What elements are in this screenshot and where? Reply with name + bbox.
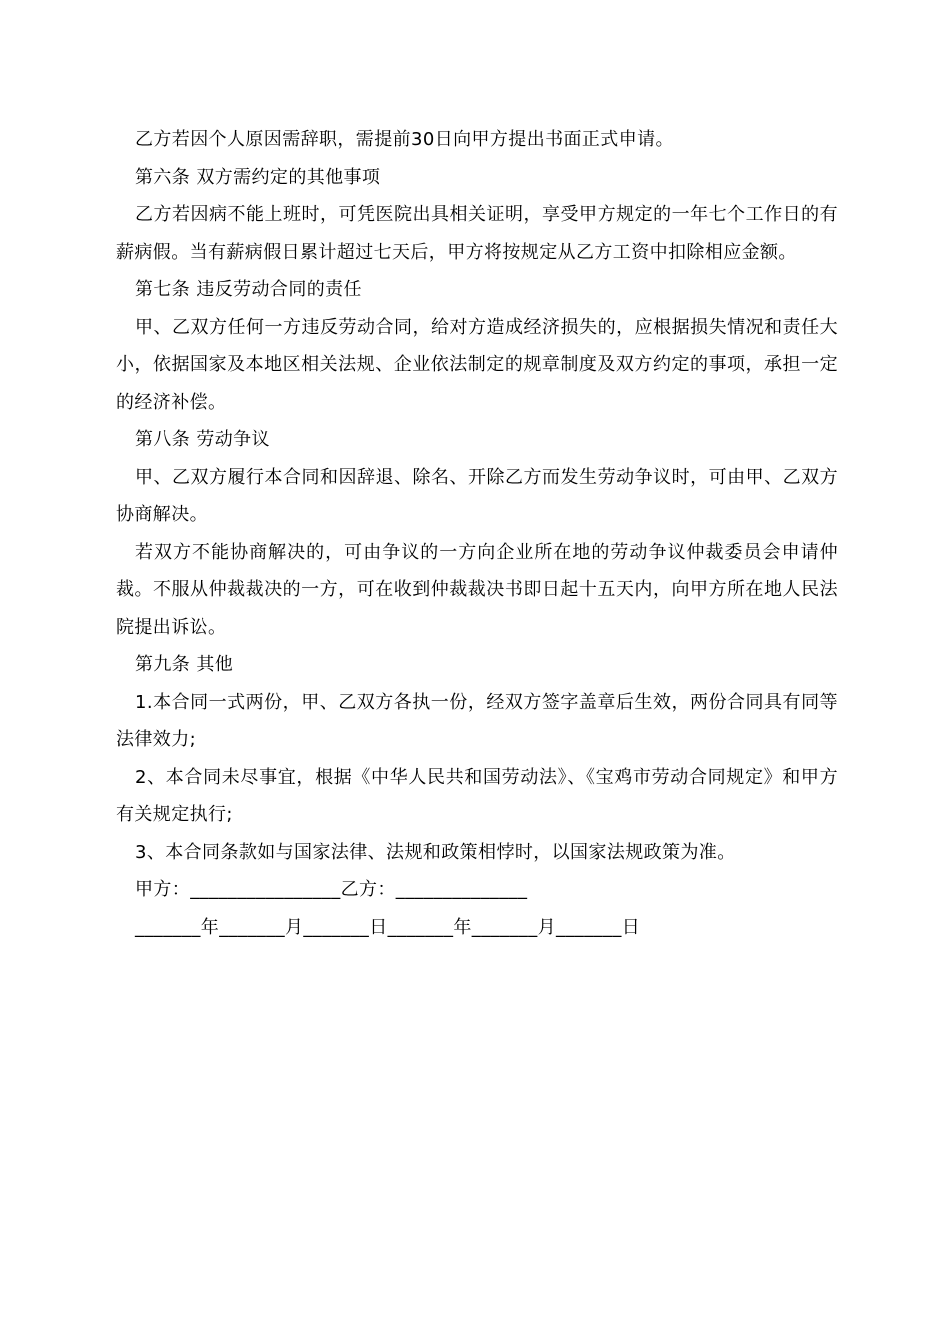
paragraph-sick-leave: 乙方若因病不能上班时，可凭医院出具相关证明，享受甲方规定的一年七个工作日的有薪病假。当有薪病假日累计超过七天后，甲方将按规定从乙方工资中扣除相应金额。 bbox=[116, 204, 838, 263]
paragraph-dispute-negotiation: 甲、乙双方履行本合同和因辞退、除名、开除乙方而发生劳动争议时，可由甲、乙双方协商解决。 bbox=[116, 466, 838, 525]
clause-9-1: 1.本合同一式两份，甲、乙双方各执一份，经双方签字盖章后生效，两份合同具有同等法律效力; bbox=[116, 691, 838, 750]
contract-body bbox=[116, 121, 838, 946]
date-line: _______年_______月_______日_______年_______月_______日 bbox=[135, 916, 641, 938]
article-6-heading: 第六条 双方需约定的其他事项 bbox=[135, 166, 381, 188]
paragraph-dispute-arbitration: 若双方不能协商解决的，可由争议的一方向企业所在地的劳动争议仲裁委员会申请仲裁。不服从仲裁裁决的一方，可在收到仲裁裁决书即日起十五天内，向甲方所在地人民法院提出诉讼。 bbox=[116, 541, 838, 638]
paragraph-resignation: 乙方若因个人原因需辞职，需提前30日向甲方提出书面正式申请。 bbox=[135, 129, 674, 150]
signature-line: 甲方：________________乙方：______________ bbox=[135, 879, 528, 900]
paragraph-breach-liability: 甲、乙双方任何一方违反劳动合同，给对方造成经济损失的，应根据损失情况和责任大小，依据国家及本地区相关法规、企业依法制定的规章制度及双方约定的事项，承担一定的经济补偿。 bbox=[116, 316, 838, 413]
article-8-heading: 第八条 劳动争议 bbox=[135, 429, 270, 450]
clause-9-3: 3、本合同条款如与国家法律、法规和政策相悖时，以国家法规政策为准。 bbox=[135, 841, 736, 863]
article-9-heading: 第九条 其他 bbox=[135, 654, 234, 675]
clause-9-2: 2、本合同未尽事宜，根据《中华人民共和国劳动法》、《宝鸡市劳动合同规定》和甲方有关规定执行; bbox=[116, 766, 838, 825]
article-7-heading: 第七条 违反劳动合同的责任 bbox=[135, 279, 362, 300]
